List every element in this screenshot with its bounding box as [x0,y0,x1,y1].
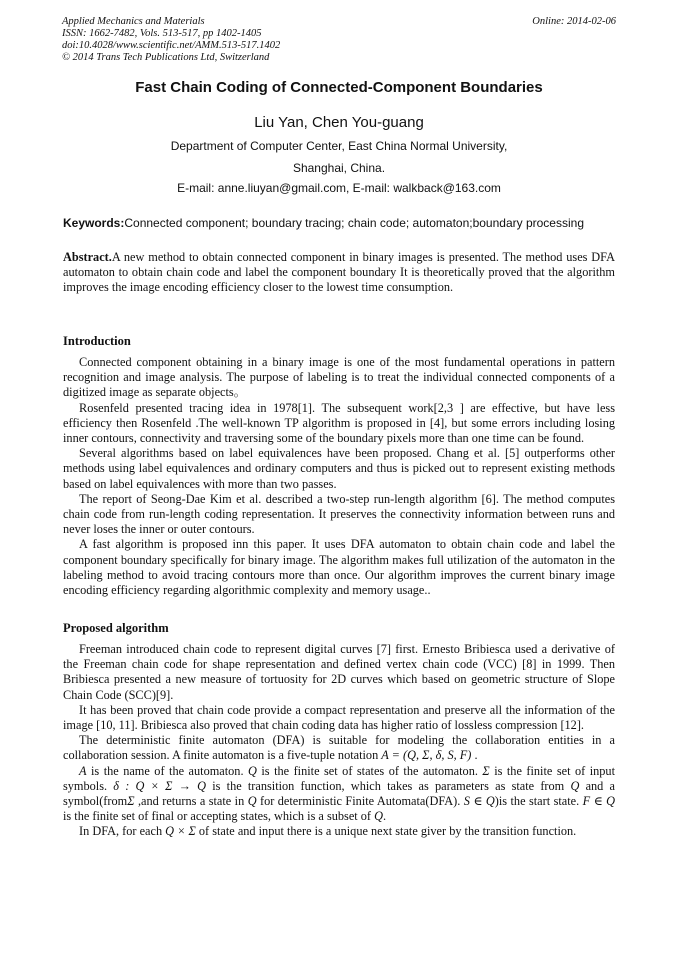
proposed-paragraph-4: A is the name of the automaton. Q is the finite set of states of the automaton. Σ is the finite set of input symbols. δ : Q × Σ → Q is the transition function, which takes as parameters as state from Q and a symbol(fromΣ ,and returns a state in Q for deterministic Finite Automata(DFA). S ∈ Q)is the start state. F ∈ Q is the finite set of final or accepting states, which is a subset of Q. [63,763,616,824]
section-heading-proposed: Proposed algorithm [63,621,169,635]
copyright-line: © 2014 Trans Tech Publications Ltd, Switzerland [62,52,270,63]
five-tuple-formula: A = (Q, Σ, δ, S, F) [381,748,472,763]
intro-paragraph: A fast algorithm is proposed inn this paper. It uses DFA automaton to obtain chain code and label the component boundary specifically for binary image. The algorithm makes full utilization of the automaton in the labeling method to avoid tracing contours more than once. Our algorithm improves the current binary image encoding efficiency regarding algorithmic complexity and memory usage.. [63,537,615,598]
doi-line: doi:10.4028/www.scientific.net/AMM.513-517.1402 [62,40,281,51]
online-date: Online: 2014-02-06 [532,16,616,27]
abstract-text: A new method to obtain connected component in binary images is presented. The method uses DFA automaton to obtain chain code and label the component boundary It is theoretically proved that the algorithm improves the image encoding efficiency closer to the lowest time consumption. [63,250,615,295]
paper-authors: Liu Yan, Chen You-guang [254,114,424,131]
proposed-paragraph-5: In DFA, for each Q × Σ of state and input there is a unique next state giver by the transition function. [79,824,577,839]
abstract [63,250,615,296]
keywords-line [63,216,616,230]
proposed-paragraph-2: It has been proved that chain code provide a compact representation and preserve all the information of the image [10, 11]. Bribiesca also proved that chain coding data has higher ratio of lossless compression [12]. [63,702,615,733]
affiliation-line-2: Shanghai, China. [292,161,386,175]
keywords-label: Keywords: [63,216,125,230]
proposed-paragraph-3: The deterministic finite automaton (DFA) is suitable for modeling the collaboration entities in a collaboration session. A finite automaton is a five-tuple notation A = (Q, Σ, δ, S, F) . [63,733,615,763]
intro-paragraph: The report of Seong-Dae Kim et al. described a two-step run-length algorithm [6]. The method computes chain code from run-length coding representation. It preserves the connectivity information between runs and never loses the inner or outer contours. [63,491,615,537]
proposed-paragraph-1: Freeman introduced chain code to represent digital curves [7] first. Ernesto Bribiesca used a derivative of the Freeman chain code for shape representation and defined vertex chain code (VCC) [8] in 1999. Then Bribiesca presented a new measure of tortuosity for 2D curves which based on geometric structure of Slope Chain Code (SCC)[9]. [63,642,615,702]
introduction-body [63,355,615,598]
abstract-label: Abstract. [63,250,112,264]
affiliation-line-1: Department of Computer Center, East China Normal University, [170,139,508,153]
intro-paragraph: Several algorithms based on label equivalences have been proposed. Chang et al. [5] outperforms other methods using label equivalences and ordinary computers and thus is picked out to represent existing methods based on label equivalences with more than two passes. [63,446,615,491]
proposed-body [63,642,615,840]
keywords-text: Connected component; boundary tracing; chain code; automaton;boundary processing [124,216,584,230]
paper-title: Fast Chain Coding of Connected-Component Boundaries [135,79,543,96]
journal-header [62,16,616,64]
journal-name: Applied Mechanics and Materials [62,16,205,27]
section-heading-introduction: Introduction [63,334,131,348]
transition-function-formula: δ : Q × Σ → Q [113,778,207,793]
issn-line: ISSN: 1662-7482, Vols. 513-517, pp 1402-1405 [62,28,262,39]
intro-paragraph: Connected component obtaining in a binary image is one of the most fundamental operations in pattern recognition and image analysis. The purpose of labeling is to treat the individual connected components of a digitized image as separate objects。 [63,355,615,400]
intro-paragraph: Rosenfeld presented tracing idea in 1978[1]. The subsequent work[2,3 ] are effective, but have less efficiency then Rosenfeld .The well-known TP algorithm is proposed in [4], but some errors including losing inner contours, connectivity and traversing some of the boundary pixels more than one time can be found. [63,400,615,446]
email-line: E-mail: anne.liuyan@gmail.com, E-mail: walkback@163.com [177,181,501,195]
